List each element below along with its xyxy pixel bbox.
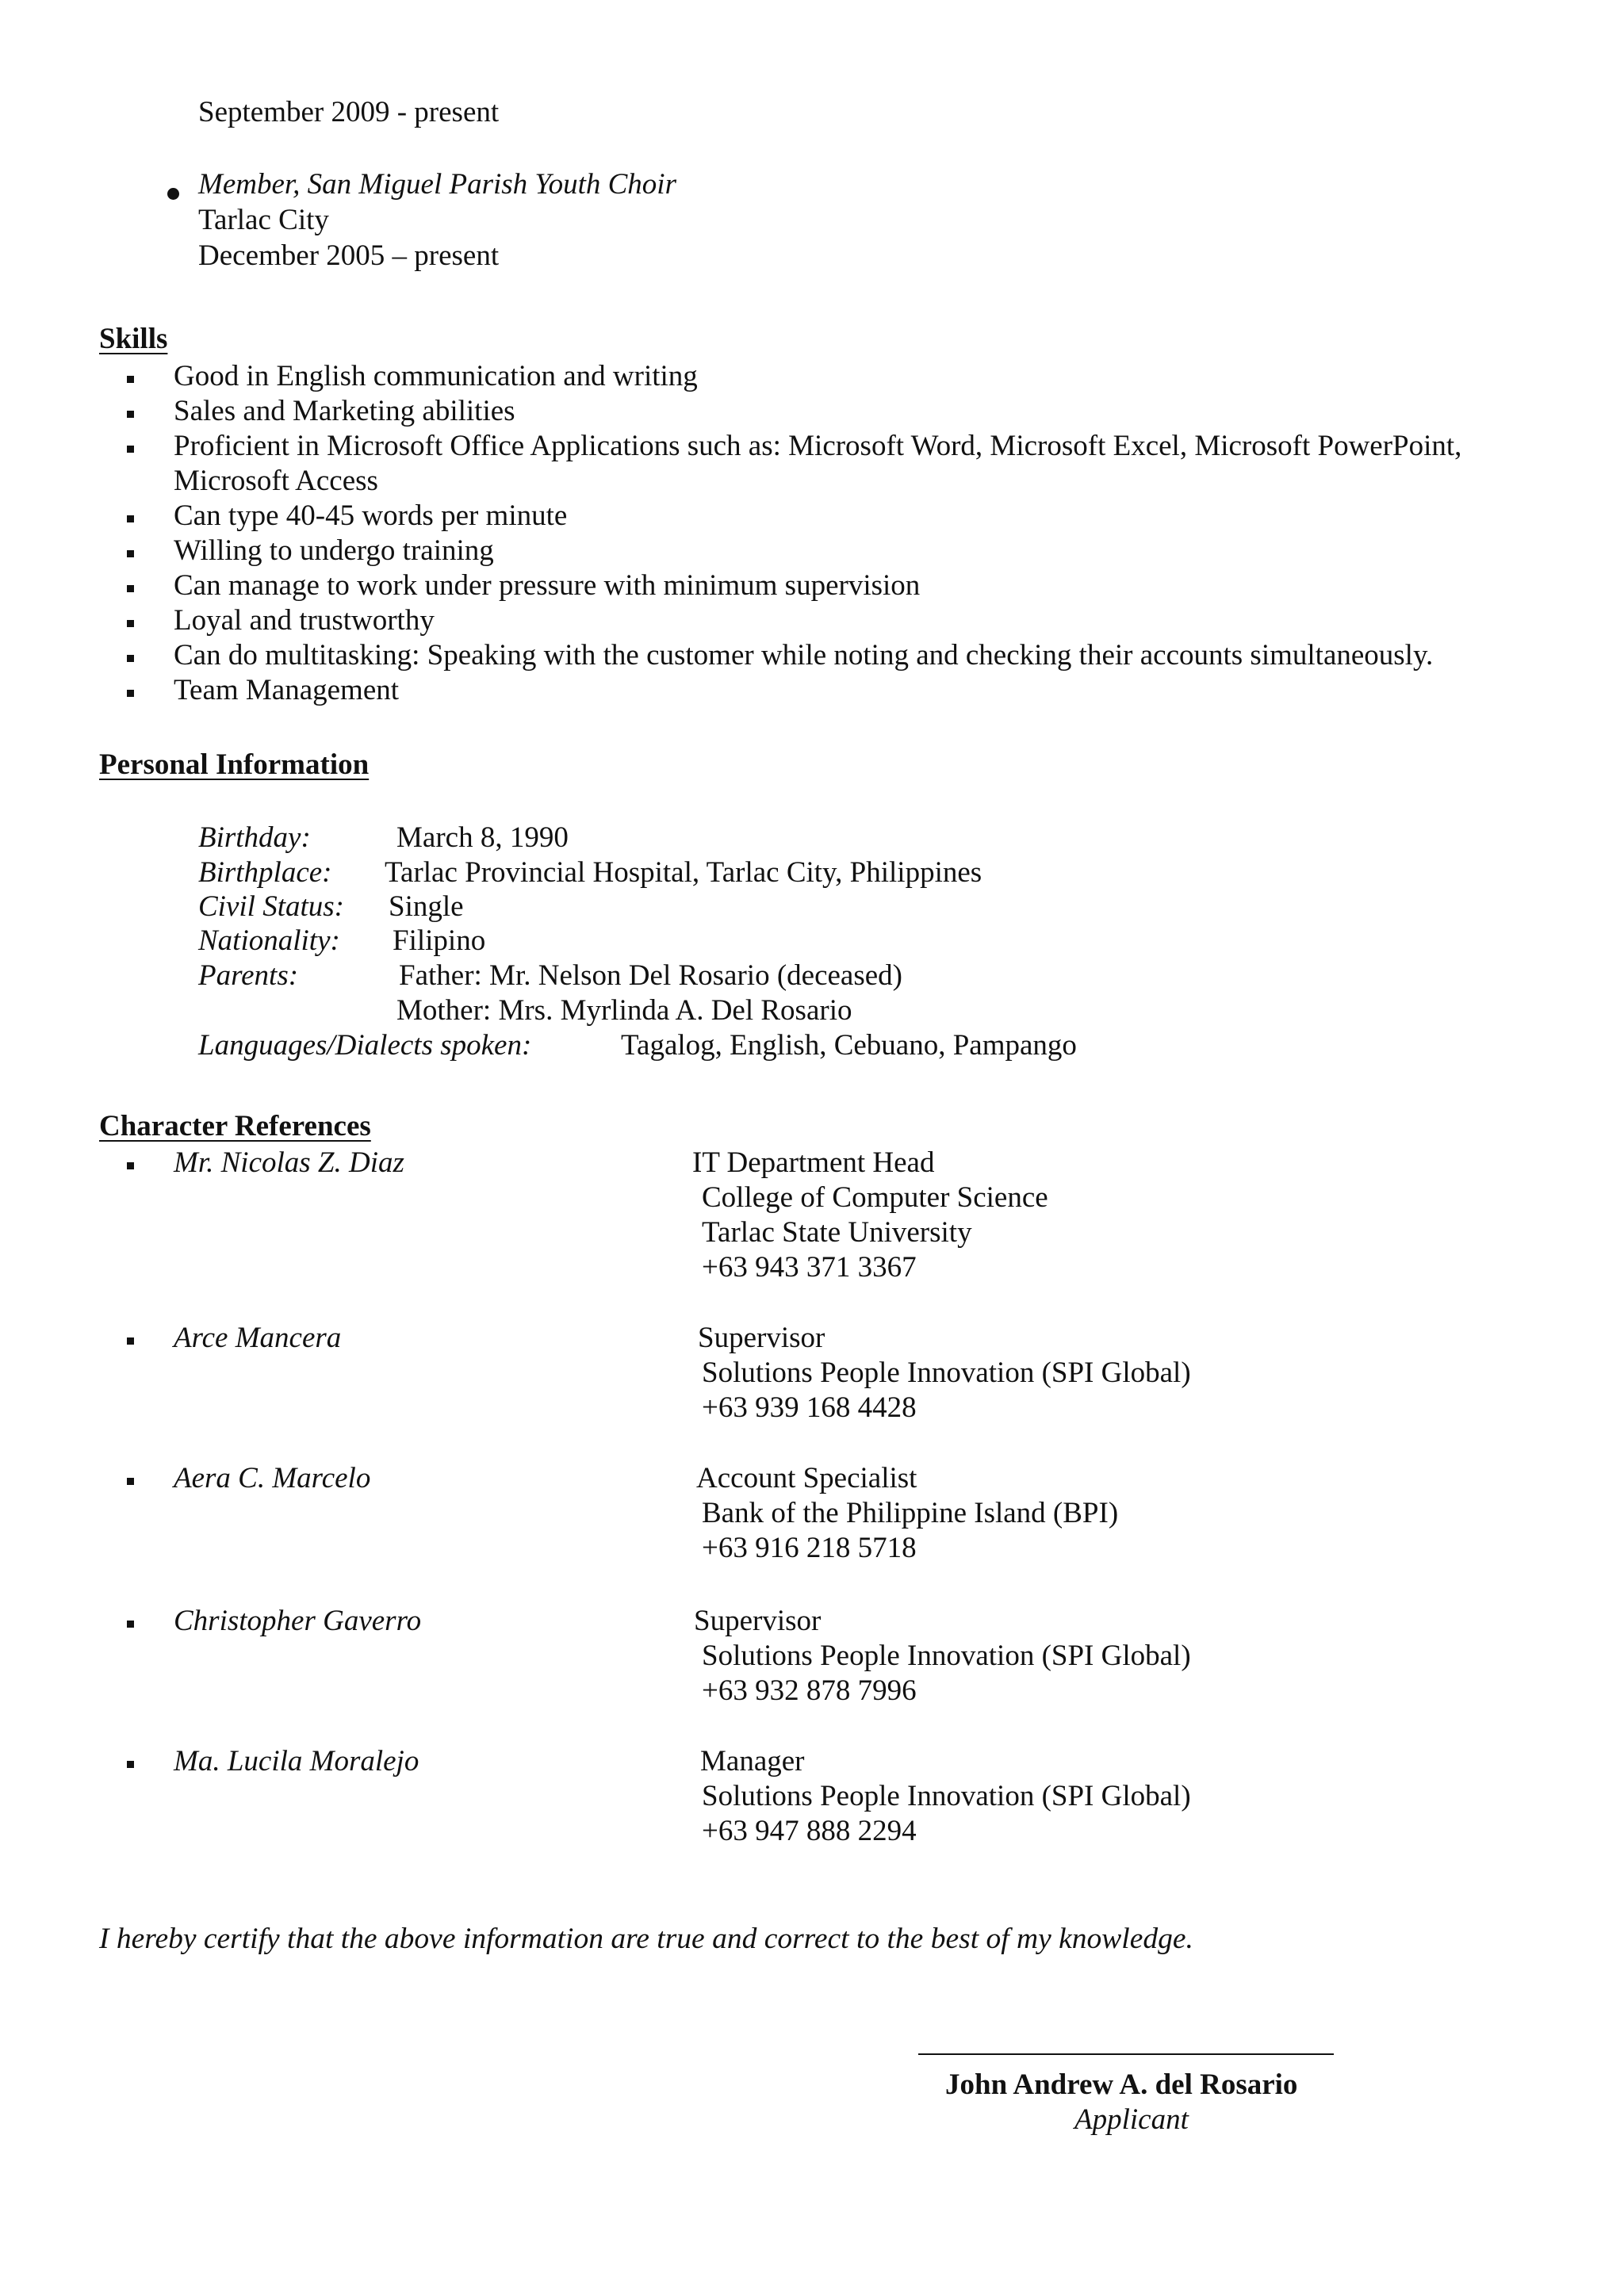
- applicant-role: Applicant: [1074, 2103, 1189, 2136]
- skill-item: Willing to undergo training: [174, 534, 494, 567]
- certification-statement: I hereby certify that the above information are true and correct to the best of my knowledge.: [99, 1923, 1193, 1955]
- square-bullet-icon: [127, 515, 134, 522]
- skill-item: Good in English communication and writing: [174, 360, 698, 392]
- skill-item: Loyal and trustworthy: [174, 604, 435, 637]
- personal-heading: Personal Information: [99, 748, 370, 781]
- skill-item: Can manage to work under pressure with minimum supervision: [174, 569, 921, 602]
- square-bullet-icon: [127, 446, 134, 453]
- reference-phone: +63 947 888 2294: [702, 1815, 917, 1847]
- square-bullet-icon: [127, 1761, 134, 1768]
- skill-item: Sales and Marketing abilities: [174, 395, 515, 427]
- square-bullet-icon: [127, 1621, 134, 1628]
- civil-status-value: Single: [389, 890, 464, 923]
- reference-name: Aera C. Marcelo: [174, 1462, 371, 1494]
- skills-heading: Skills: [99, 323, 168, 355]
- reference-detail: College of Computer Science: [702, 1181, 1048, 1214]
- square-bullet-icon: [127, 620, 134, 627]
- bullet-icon: [167, 188, 179, 200]
- birthplace-value: Tarlac Provincial Hospital, Tarlac City, Philippines: [385, 856, 982, 889]
- square-bullet-icon: [127, 376, 134, 383]
- square-bullet-icon: [127, 550, 134, 557]
- reference-title: Account Specialist: [696, 1462, 917, 1494]
- choir-date: December 2005 – present: [198, 239, 500, 272]
- reference-phone: +63 939 168 4428: [702, 1391, 917, 1424]
- choir-location: Tarlac City: [198, 204, 329, 236]
- square-bullet-icon: [127, 1162, 134, 1169]
- skill-item: Can do multitasking: Speaking with the customer while noting and checking their accounts simultaneously.: [174, 639, 1434, 672]
- reference-title: Manager: [700, 1745, 805, 1777]
- reference-phone: +63 943 371 3367: [702, 1251, 917, 1284]
- square-bullet-icon: [127, 690, 134, 697]
- skill-item: Proficient in Microsoft Office Applications such as: Microsoft Word, Microsoft Excel, Microsoft PowerPoint,: [174, 430, 1462, 462]
- activity-date: September 2009 - present: [198, 96, 500, 128]
- skill-item: Team Management: [174, 674, 400, 706]
- reference-title: Supervisor: [698, 1322, 825, 1354]
- reference-detail: Tarlac State University: [702, 1216, 972, 1249]
- reference-detail: Solutions People Innovation (SPI Global): [702, 1640, 1191, 1672]
- square-bullet-icon: [127, 655, 134, 662]
- languages-value: Tagalog, English, Cebuano, Pampango: [621, 1029, 1077, 1062]
- signature-line: [918, 2053, 1334, 2055]
- reference-title: IT Department Head: [692, 1146, 935, 1179]
- civil-status-label: Civil Status:: [198, 890, 344, 923]
- reference-detail: Solutions People Innovation (SPI Global): [702, 1357, 1191, 1389]
- parents-label: Parents:: [198, 959, 299, 992]
- reference-title: Supervisor: [694, 1605, 822, 1637]
- mother-value: Mother: Mrs. Myrlinda A. Del Rosario: [396, 994, 852, 1027]
- choir-title: Member, San Miguel Parish Youth Choir: [198, 168, 676, 201]
- reference-phone: +63 932 878 7996: [702, 1674, 917, 1707]
- square-bullet-icon: [127, 411, 134, 418]
- languages-label: Languages/Dialects spoken:: [198, 1029, 532, 1062]
- birthday-value: March 8, 1990: [396, 821, 569, 854]
- nationality-label: Nationality:: [198, 924, 340, 957]
- applicant-name: John Andrew A. del Rosario: [945, 2068, 1298, 2101]
- nationality-value: Filipino: [393, 924, 486, 957]
- skill-item: Can type 40-45 words per minute: [174, 499, 568, 532]
- father-value: Father: Mr. Nelson Del Rosario (deceased): [399, 959, 902, 992]
- birthday-label: Birthday:: [198, 821, 311, 854]
- skill-item-continued: Microsoft Access: [174, 465, 378, 497]
- reference-detail: Bank of the Philippine Island (BPI): [702, 1497, 1119, 1529]
- square-bullet-icon: [127, 1478, 134, 1485]
- birthplace-label: Birthplace:: [198, 856, 332, 889]
- reference-name: Mr. Nicolas Z. Diaz: [174, 1146, 404, 1179]
- reference-name: Christopher Gaverro: [174, 1605, 422, 1637]
- square-bullet-icon: [127, 585, 134, 592]
- reference-phone: +63 916 218 5718: [702, 1532, 917, 1564]
- reference-name: Arce Mancera: [174, 1322, 342, 1354]
- square-bullet-icon: [127, 1337, 134, 1345]
- reference-name: Ma. Lucila Moralejo: [174, 1745, 419, 1777]
- reference-detail: Solutions People Innovation (SPI Global): [702, 1780, 1191, 1812]
- references-heading: Character References: [99, 1110, 371, 1142]
